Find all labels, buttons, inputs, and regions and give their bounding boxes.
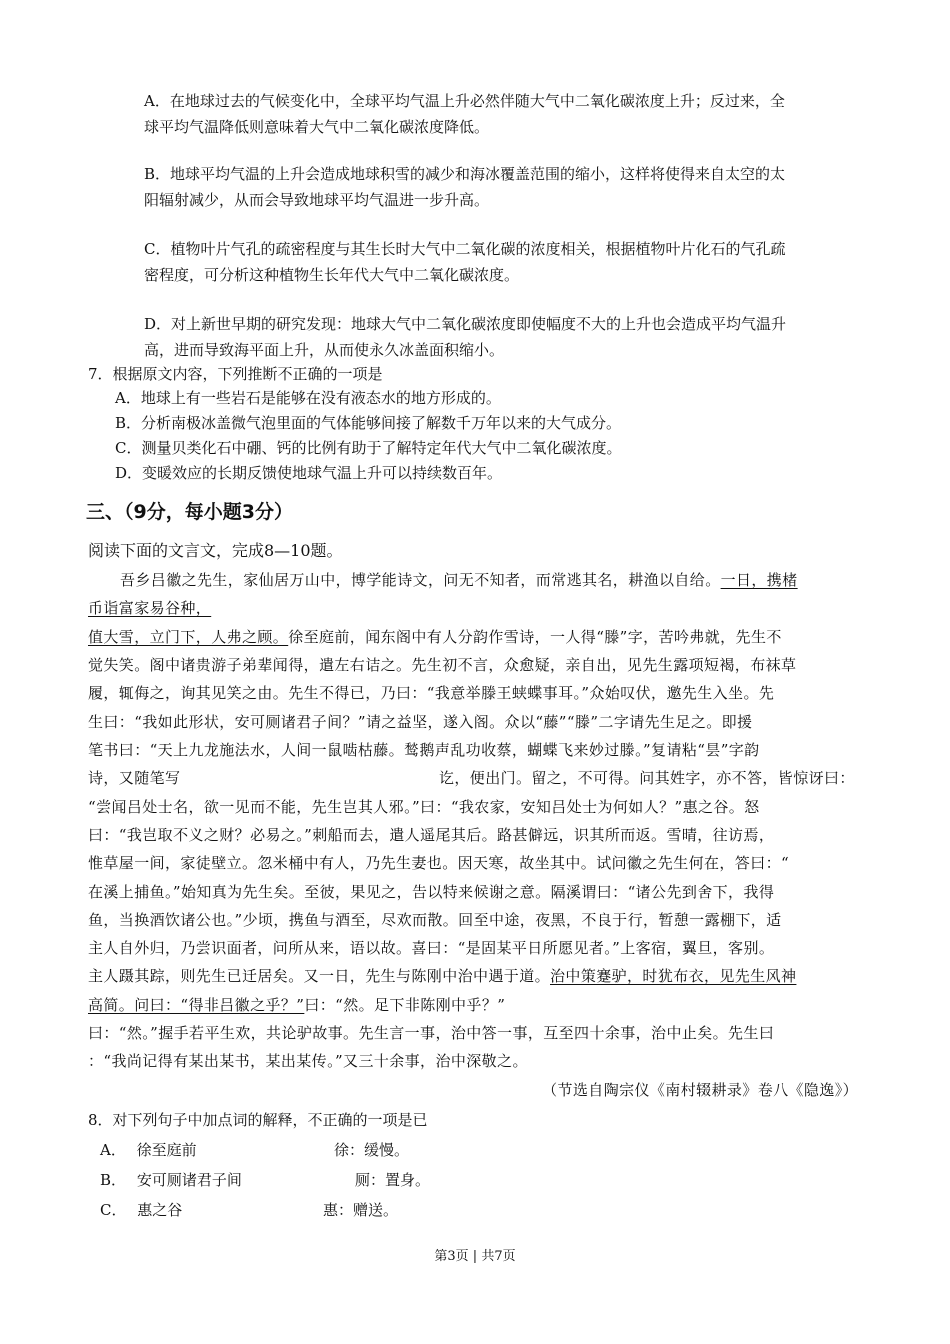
option-label: B． <box>100 1171 127 1189</box>
q6-option-b-line2: 阳辐射减少，从而会导致地球平均气温进一步升高。 <box>144 191 490 209</box>
q6-option-c-line1: C．植物叶片气孔的疏密程度与其生长时大气中二氧化碳的浓度相关，根据植物叶片化石的气孔疏 <box>144 240 786 258</box>
underlined-sentence: 值大雪，立门下，人弗之顾。 <box>88 628 289 646</box>
passage-text: 吾乡吕徽之先生，家仙居万山中，博学能诗文，问无不知者，而常逃其名，耕渔以自给。 <box>120 571 721 589</box>
q6-option-a-line2: 球平均气温降低则意味着大气中二氧化碳浓度降低。 <box>144 118 490 136</box>
passage-line-12: 在溪上捕鱼。”始知真为先生矣。至彼，果见之，告以特来候谢之意。隔溪谓曰：“诸公先到舍下，我得 <box>88 883 775 901</box>
q8-option-b <box>100 1168 242 1193</box>
q6-option-b-line1: B．地球平均气温的上升会造成地球积雪的减少和海冰覆盖范围的缩小，这样将使得来自太空的太 <box>144 165 786 183</box>
q8-stem-text: 8．对下列句子中加点词的解释，不正确的一项是 <box>88 1111 413 1129</box>
q7-option-b: B．分析南极冰盖微气泡里面的气体能够间接了解数千万年以来的大气成分。 <box>115 414 622 432</box>
passage-line-15 <box>88 962 796 990</box>
passage-source: （节选自陶宗仪《南村辍耕录》卷八《隐逸》） <box>542 1081 858 1099</box>
passage-line-8a: 诗，又随笔写 <box>88 769 181 787</box>
q7-option-c: C．测量贝类化石中硼、钙的比例有助于了解特定年代大气中二氧化碳浓度。 <box>115 439 622 457</box>
option-phrase: 徐至庭前 <box>136 1141 197 1159</box>
q7-option-a: A．地球上有一些岩石是能够在没有液态水的地方形成的。 <box>115 389 501 407</box>
passage-text: 主人蹑其踪，则先生已迁居矣。又一日，先生与陈刚中治中遇于道。 <box>88 967 551 985</box>
q8-option-a-explanation: 徐：缓慢。 <box>334 1141 410 1159</box>
passage-line-11: 惟草屋一间，家徒壁立。忽米桶中有人，乃先生妻也。因天寒，故坐其中。试问徽之先生何在，答曰：“ <box>88 854 790 872</box>
passage-line-9: “尝闻吕处士名，欲一见而不能，先生岂其人邪。”曰：“我农家，安知吕处士为何如人？”惠之谷。怒 <box>88 798 760 816</box>
passage-line-5: 履，辄侮之，询其见笑之由。先生不得已，乃曰：“我意举滕王蛱蝶事耳。”众始叹伏，邀先生入坐。先 <box>88 684 775 702</box>
q7-stem: 7．根据原文内容，下列推断不正确的一项是 <box>88 365 383 383</box>
section-three-title: 三、（9分，每小题3分） <box>86 501 293 523</box>
option-phrase: 惠之谷 <box>137 1201 183 1219</box>
passage-text: 徐至庭前，闻东阁中有人分韵作雪诗，一人得“滕”字，苦吟弗就，先生不 <box>288 628 782 646</box>
underlined-sentence: 治中策蹇驴，时犹布衣，见先生风神 <box>550 967 797 985</box>
passage-line-13: 鱼，当换酒饮诸公也。”少顷，携鱼与酒至，尽欢而散。回至中途，夜黑，不良于行，暂憩一露棚下，适 <box>88 911 782 929</box>
q6-option-d-line1: D．对上新世早期的研究发现：地球大气中二氧化碳浓度即使幅度不大的上升也会造成平均气温升 <box>144 315 787 333</box>
passage-line-6: 生曰：“我如此形状，安可厕诸君子间？”请之益坚，遂入阁。众以“藤”“滕”二字请先生足之。即援 <box>88 713 753 731</box>
passage-line-18: ：“我尚记得有某出某书，某出某传。”又三十余事，治中深敬之。 <box>88 1052 528 1070</box>
passage-line-3 <box>88 623 782 651</box>
q8-stem <box>88 1108 428 1133</box>
underlined-sentence: 高简。问曰：“得非吕徽之乎？” <box>88 996 305 1014</box>
passage-line-10: 曰：“我岂取不义之财？必易之。”刺船而去，遣人遥尾其后。路甚僻远，识其所而返。雪晴，往访焉， <box>88 826 775 844</box>
page-footer: 第3页 | 共7页 <box>434 1249 516 1264</box>
option-label: C． <box>100 1201 127 1219</box>
q8-stem-end: 已 <box>412 1111 428 1129</box>
section-three-intro: 阅读下面的文言文，完成8—10题。 <box>88 541 343 560</box>
q6-option-c-line2: 密程度，可分析这种植物生长年代大气中二氧化碳浓度。 <box>144 266 520 284</box>
passage-line-1 <box>120 566 798 594</box>
passage-line-2: 币诣富家易谷种， <box>88 599 212 617</box>
q6-option-a-line1: A．在地球过去的气候变化中，全球平均气温上升必然伴随大气中二氧化碳浓度上升；反过来，全 <box>144 92 785 110</box>
passage-line-4: 觉失笑。阁中诸贵游子弟辈闻得，遣左右诘之。先生初不言，众愈疑，亲自出，见先生露项短褐，布袜草 <box>88 656 797 674</box>
q6-option-d-line2: 高，进而导致海平面上升，从而使永久冰盖面积缩小。 <box>144 341 505 359</box>
option-phrase: 安可厕诸君子间 <box>136 1171 242 1189</box>
passage-line-17: 曰：“然。”握手若平生欢，共论驴故事。先生言一事，治中答一事，互至四十余事，治中止矣。先生曰 <box>88 1024 775 1042</box>
q8-option-b-explanation: 厕：置身。 <box>355 1171 431 1189</box>
passage-text: 曰：“然。足下非陈刚中乎？” <box>304 996 506 1014</box>
passage-line-16 <box>88 991 505 1019</box>
passage-line-7: 笔书曰：“天上九龙施法水，人间一鼠啮枯藤。鹙鹅声乱功收蔡，蝴蝶飞来妙过滕。”复请粘“昙”字韵 <box>88 741 760 759</box>
q8-option-c <box>100 1198 182 1223</box>
passage-line-14: 主人自外归，乃尝识面者，问所从来，语以故。喜曰：“是固某平日所愿见者。”上客宿，翼旦，客别。 <box>88 939 775 957</box>
q8-option-a <box>100 1138 197 1163</box>
underlined-sentence: 一日，携楮 <box>720 571 798 589</box>
q7-option-d: D．变暖效应的长期反馈使地球气温上升可以持续数百年。 <box>115 464 503 482</box>
option-label: A． <box>100 1141 126 1159</box>
q8-option-c-explanation: 惠：赠送。 <box>323 1201 399 1219</box>
passage-line-8b: 讫，便出门。留之，不可得。问其姓字，亦不答，皆惊讶曰： <box>439 769 855 787</box>
